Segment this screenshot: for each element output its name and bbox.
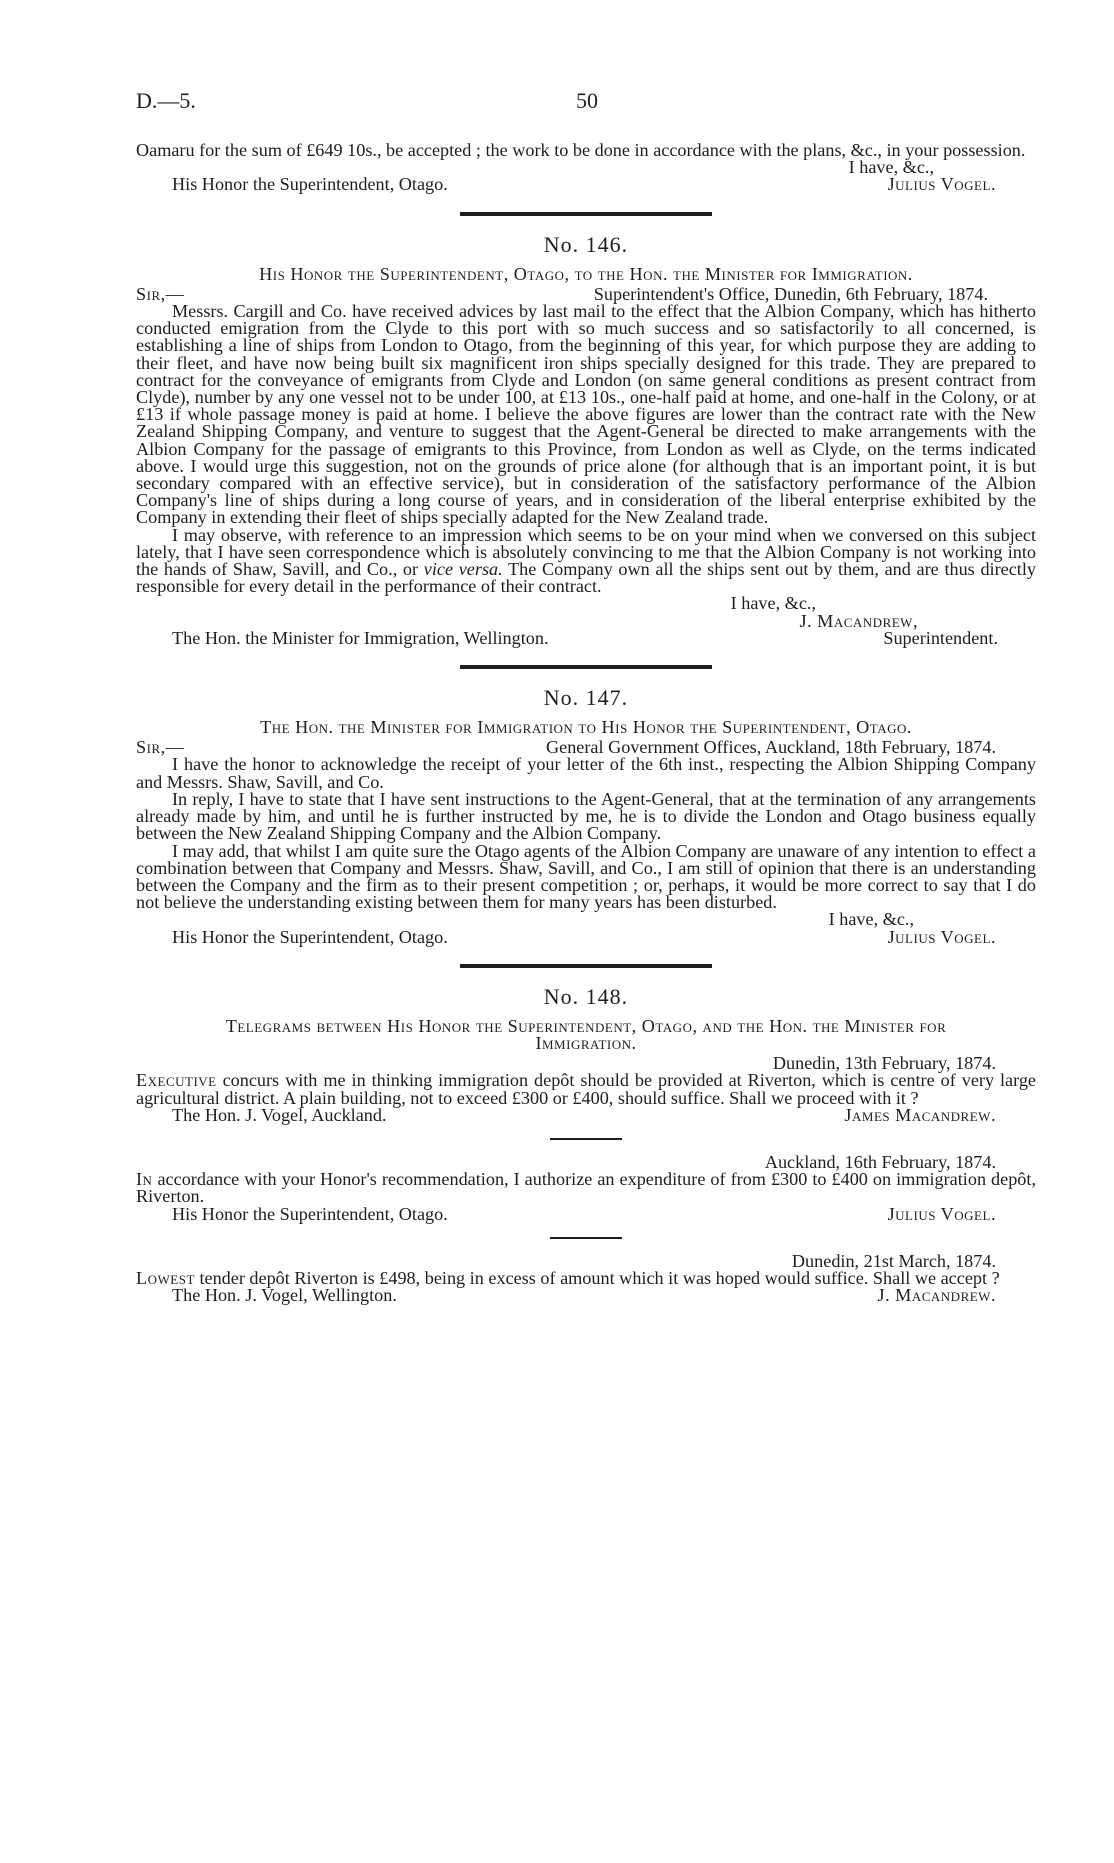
telegram-divider [550, 1237, 622, 1239]
addressee: His Honor the Superintendent, Otago. [172, 926, 448, 947]
paragraph: I have the honor to acknowledge the receipt of your letter of the 6th inst., respecting the Albion Shipping Company and Messrs. Shaw, Savill, and Co. [136, 754, 1036, 792]
continuation-signature: Julius Vogel. [887, 174, 996, 195]
signature: J. Macandrew, [799, 610, 918, 631]
page-number: 50 [576, 88, 598, 113]
page-content [136, 142, 1036, 1304]
dateline: Dunedin, 13th February, 1874. [772, 1053, 996, 1074]
addressee: The Hon. J. Vogel, Auckland. [172, 1104, 387, 1125]
telegram-divider [550, 1138, 622, 1140]
continuation-text: Oamaru for the sum of £649 10s., be accepted ; the work to be done in accordance with the plans, &c., in your possession. [136, 140, 1026, 160]
letter-number: No. 147. [543, 685, 629, 711]
signature: Julius Vogel. [887, 926, 996, 947]
paragraph-text: I may observe, with reference to an impression which seems to be on your mind when we conversed on this subject lately, that I have seen correspondence which is absolutely convincing to me that the Albion Company is not working into the hands of Shaw, Savill, and Co., or [136, 524, 1036, 580]
paragraph-text: The Company own all the ships sent out by them, and are thus directly responsible for every detail in the performance of their contract. [136, 559, 1036, 597]
section-divider [460, 665, 712, 669]
signature: Julius Vogel. [887, 1203, 996, 1224]
dateline: General Government Offices, Auckland, 18th February, 1874. [545, 737, 996, 758]
document-reference: D.—5. [136, 88, 196, 113]
letter-147 [136, 685, 1036, 946]
section-divider [460, 964, 712, 968]
signature: J. Macandrew. [877, 1285, 996, 1306]
continuation-closing: I have, &c., [848, 157, 934, 178]
telegram-1 [136, 1055, 1036, 1124]
paragraph-italic: vice versa. [423, 559, 503, 580]
paragraph: I may add, that whilst I am quite sure the Otago agents of the Albion Company are unaware of any intention to effect a combination between that Company and Messrs. Shaw, Savill, and Co., I am still of opinion that there is an understanding between the Company and the firm as to their present competition ; or, perhaps, it would be more correct to say that I do not believe the understanding existing between them for many years has been disturbed. [136, 840, 1036, 913]
closing: I have, &c., [828, 909, 914, 930]
addressee: The Hon. J. Vogel, Wellington. [172, 1285, 397, 1306]
letter-caption: The Hon. the Minister for Immigration to His Honor the Superintendent, Otago. [260, 717, 912, 738]
salutation: Sir,— [136, 283, 185, 304]
letter-number: No. 148. [543, 983, 629, 1009]
telegram-caption-continued: Immigration. [535, 1032, 637, 1053]
continuation-letter [136, 142, 1036, 194]
telegram-lead: Executive [136, 1070, 217, 1091]
telegram-body: concurs with me in thinking immigration depôt should be provided at Riverton, which is centre of very large agricultural district. A plain building, not to exceed £300 or £400, should suffice. Shall we proceed with it ? [136, 1070, 1037, 1108]
salutation: Sir,— [136, 737, 185, 758]
telegram-body: tender depôt Riverton is £498, being in excess of amount which it was hoped would suffice. Shall we accept ? [199, 1267, 1000, 1288]
letter-caption: His Honor the Superintendent, Otago, to the Hon. the Minister for Immigration. [259, 263, 913, 284]
letter-number: No. 146. [543, 231, 629, 257]
dateline: Superintendent's Office, Dunedin, 6th February, 1874. [593, 283, 988, 304]
page-header [136, 88, 996, 124]
letter-148 [136, 984, 1036, 1305]
telegram-lead: In [136, 1169, 153, 1190]
dateline: Dunedin, 21st March, 1874. [791, 1250, 996, 1271]
signatory-title: Superintendent. [883, 627, 998, 648]
telegram-3 [136, 1250, 1036, 1306]
dateline: Auckland, 16th February, 1874. [764, 1151, 996, 1172]
paragraph: Messrs. Cargill and Co. have received advices by last mail to the effect that the Albion Company, which has hitherto conducted emigration from the Clyde to this port with so much success and so satisfactorily to all concerned, is establishing a line of ships from London to Otago, from the beginning of this year, for which purpose they are adding to their fleet, and have now being built six magnificent iron ships specially designed for this trade. They are prepared to contract for the conveyance of emigrants from Clyde and London (on same general conditions as present contract from Clyde), number by any one vessel not to be under 100, at £13 10s., one-half paid at home, and one-half in the Colony, or at £13 if whole passage money is paid at home. I believe the above figures are lower than the contract rate with the New Zealand Shipping Company, and venture to suggest that the Agent-General be directed to make arrangements with the Albion Company for the passage of emigrants to this Province, from London as well as Clyde, on the terms indicated above. I would urge this suggestion, not on the grounds of price alone (for although that is an important point, it is but secondary compared with an effective service), but in consideration of the satisfactory performance of the Albion Company's line of ships during a long course of years, and in consideration of the liberal enterprise exhibited by the Company in extending their fleet of ships specially adapted for the New Zealand trade. [136, 301, 1036, 528]
paragraph [136, 524, 1036, 597]
continuation-addressee: His Honor the Superintendent, Otago. [172, 174, 448, 195]
letter-146 [136, 232, 1036, 647]
signature: James Macandrew. [844, 1104, 996, 1125]
telegram-lead: Lowest [136, 1267, 195, 1288]
closing: I have, &c., [730, 593, 816, 614]
addressee: The Hon. the Minister for Immigration, Wellington. [172, 627, 549, 648]
telegram-text [136, 1171, 1036, 1205]
telegram-body: accordance with your Honor's recommendation, I authorize an expenditure of from £300 to £400 on immigration depôt, Riverton. [136, 1169, 1037, 1207]
section-divider [460, 212, 712, 216]
telegram-2 [136, 1151, 1037, 1224]
telegram-text [136, 1072, 1036, 1106]
paragraph: In reply, I have to state that I have sent instructions to the Agent-General, that at the termination of any arrangements already made by him, and until he is further instructed by me, he is to divide the London and Otago business equally between the New Zealand Shipping Company and the Albion Company. [136, 788, 1036, 844]
telegram-caption: Telegrams between His Honor the Superintendent, Otago, and the Hon. the Minister for [225, 1015, 947, 1036]
addressee: His Honor the Superintendent, Otago. [172, 1203, 448, 1224]
